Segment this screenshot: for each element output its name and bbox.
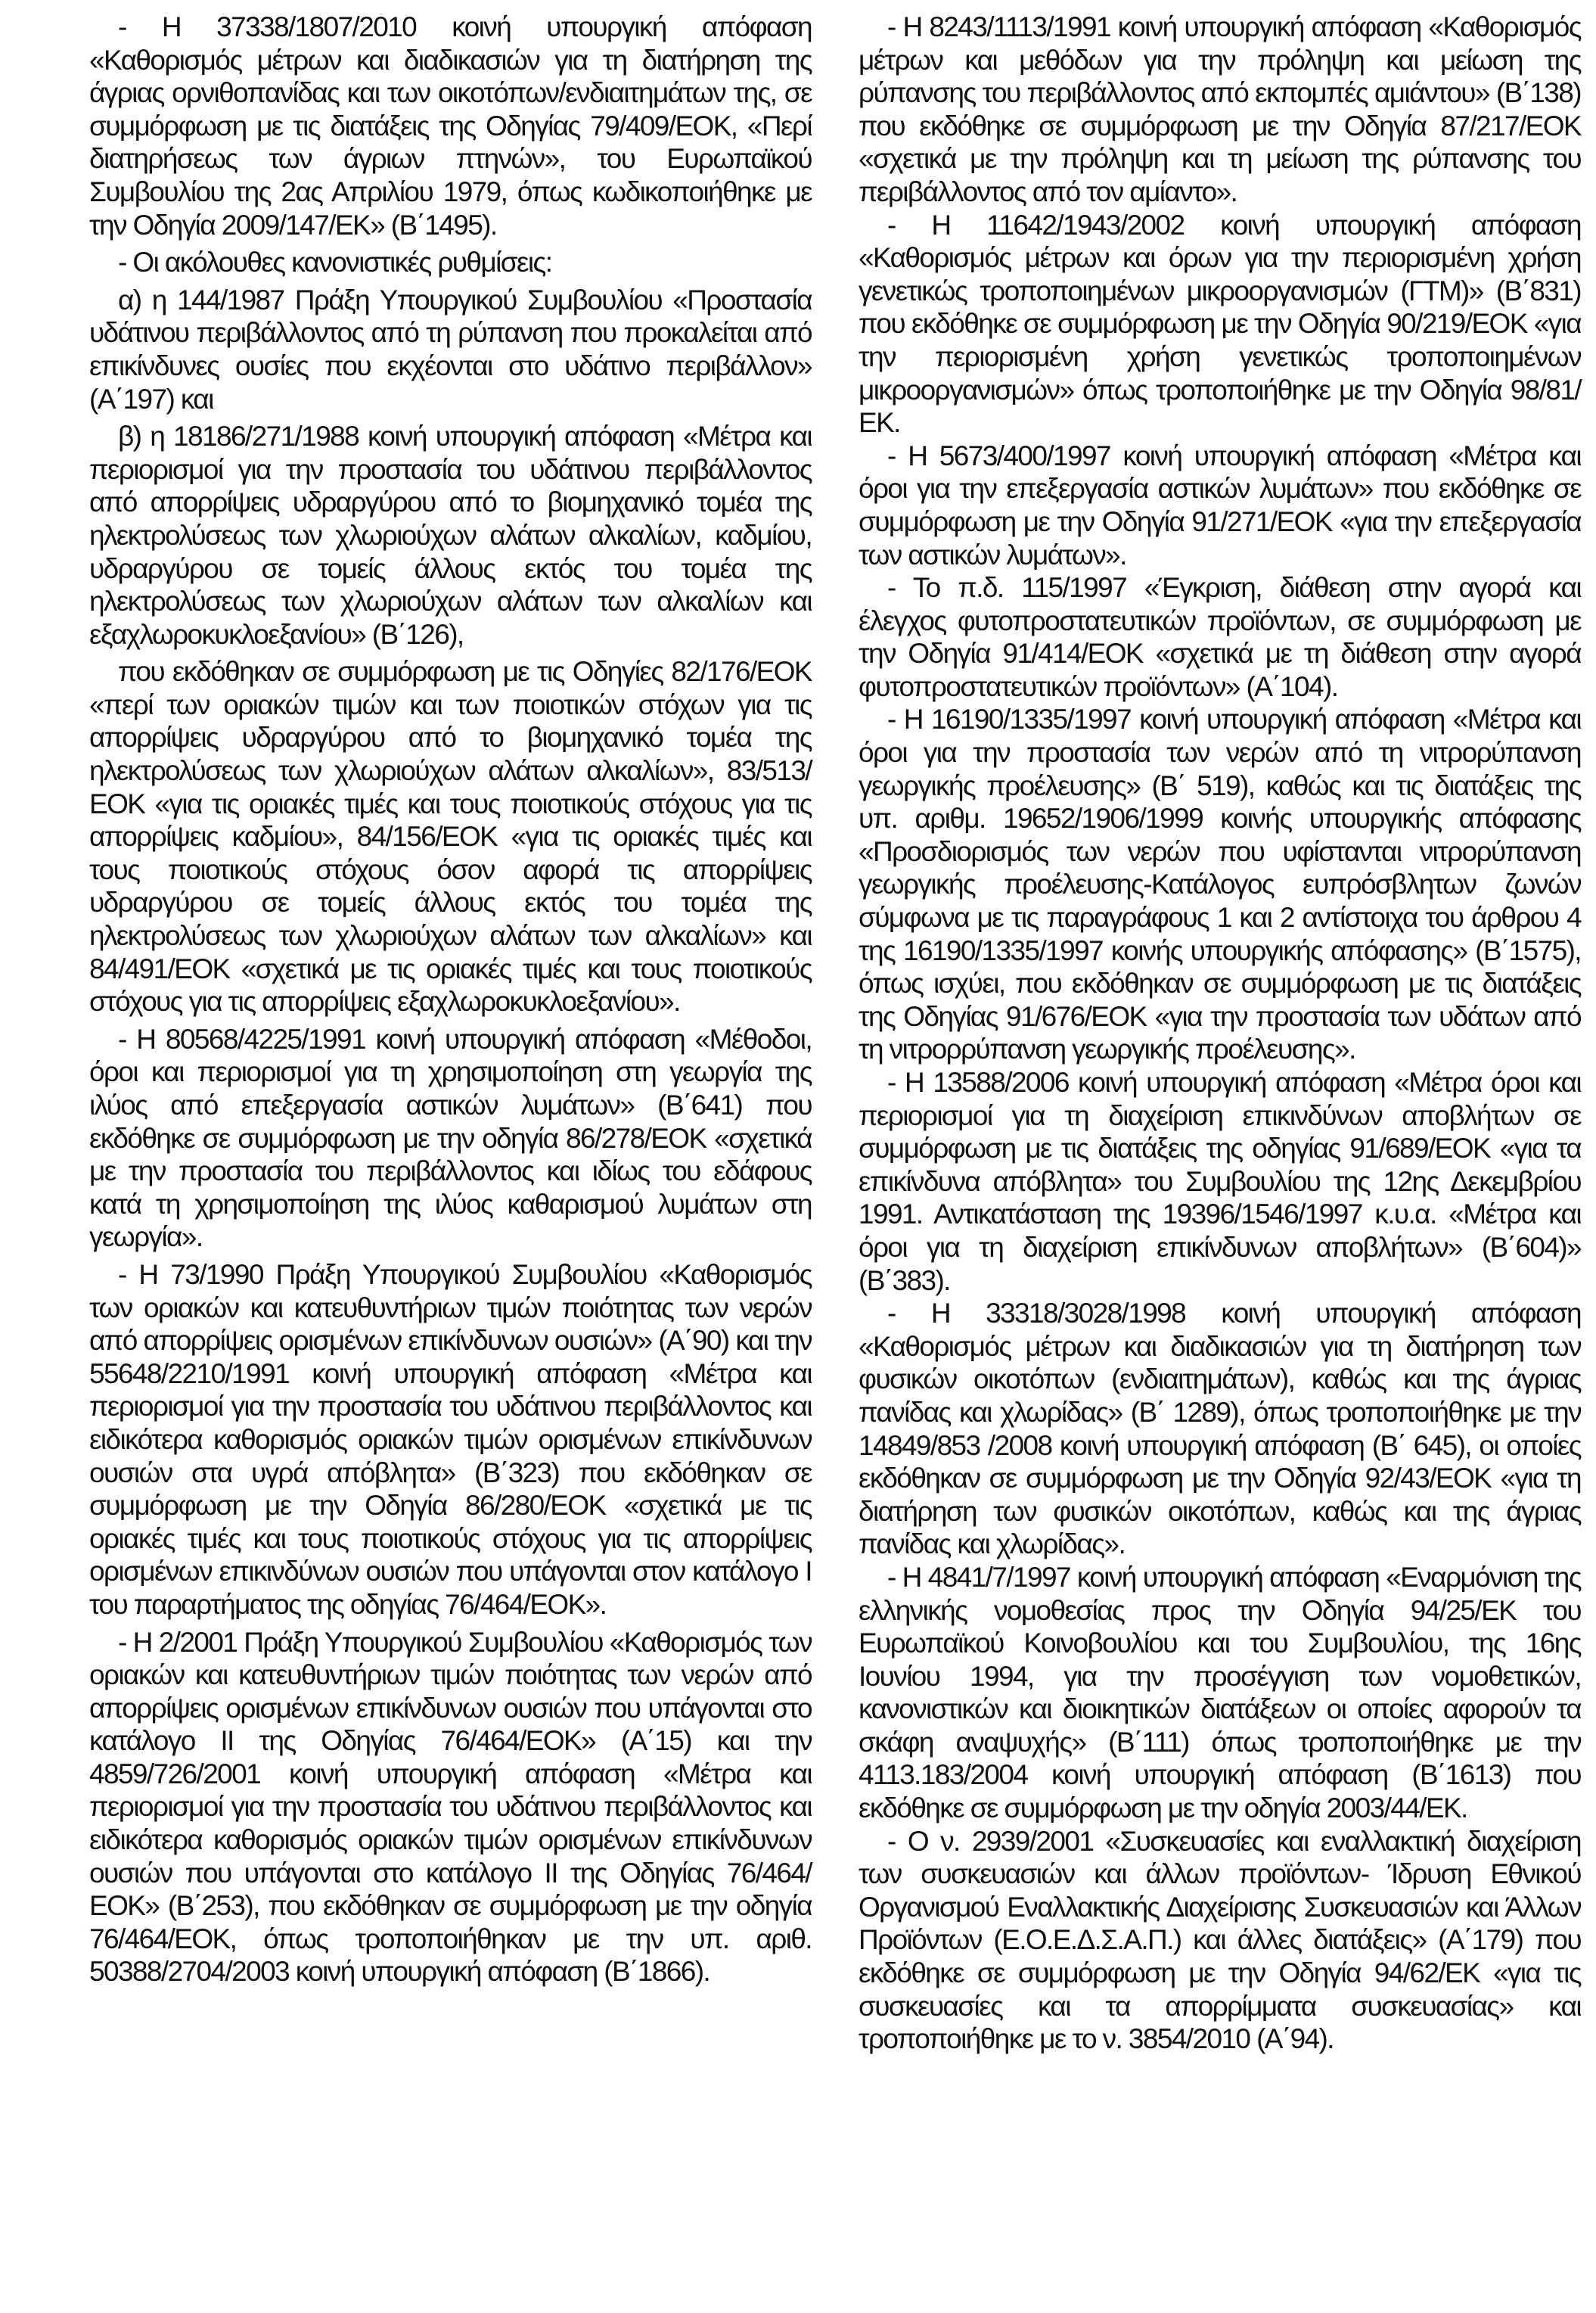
paragraph-80568-1991: - Η 80568/4225/1991 κοινή υπουργική απόφαση «Μέθοδοι, όροι και περιορισμοί για τη χρησιμοποίηση στη γεωργία της ιλύος από επεξεργασία αστικών λυμάτων» (Β΄641) που εκδόθηκε σε συμμόρφωση με την οδηγία 86/278/ΕΟΚ «σχετικά με την προστασία του περιβάλλοντος και ιδίως του εδάφους κατά τη χρησιμοποίηση της ιλύος καθαρισμού λυμάτων στη γεωργία». [89,1023,812,1253]
paragraph-alpha-144-1987: α) η 144/1987 Πράξη Υπουργικού Συμβουλίου «Προστασία υδάτινου περιβάλλοντος από τη ρύπανση που προκαλείται από επικίνδυνες ουσίες που εκχέονται στο υδάτινο περιβάλλον» (Α΄197) και [89,284,812,415]
paragraph-5673-1997: - Η 5673/400/1997 κοινή υπουργική απόφαση «Μέτρα και όροι για την επεξεργασία αστικών λυμάτων» που εκδόθηκε σε συμμόρφωση με την Οδηγία 91/271/ΕΟΚ «για την επεξεργασία των αστικών λυμάτων». [859,440,1581,570]
paragraph-33318-1998: - Η 33318/3028/1998 κοινή υπουργική απόφαση «Καθορισμός μέτρων και διαδικασιών για τη διατήρηση των φυσικών οικοτόπων (ενδιαιτημάτων), καθώς και της άγριας πανίδας και χλωρίδας» (Β΄ 1289), όπως τροποποιήθηκε με την 14849/853 /2008 κοινή υπουργική απόφαση (Β΄ 645), οι οποίες εκδόθηκαν σε συμμόρφωση με την Οδηγία 92/43/ΕΟΚ «για τη διατήρηση των φυσικών οικοτόπων, καθώς και της άγριας πανίδας και χλωρίδας». [859,1298,1581,1560]
paragraph-4841-1997: - Η 4841/7/1997 κοινή υπουργική απόφαση «Εναρμόνιση της ελληνικής νομοθεσίας προς την Οδηγία 94/25/ΕΚ του Ευρωπαϊκού Κοινοβουλίου και του Συμβουλίου, της 16ης Ιουνίου 1994, για την προσέγγιση των νομοθετικών, κανονιστικών και διοικητικών διατάξεων οι οποίες αφορούν τα σκάφη αναψυχής» (Β΄111) όπως τροποποιήθηκε με την 4113.183/2004 κοινή υπουργική απόφαση (Β΄1613) που εκδόθηκε σε συμμόρφωση με την οδηγία 2003/44/ΕΚ. [859,1561,1581,1824]
right-column [859,11,1581,2056]
paragraph-11642-2002: - Η 11642/1943/2002 κοινή υπουργική απόφαση «Καθορισμός μέτρων και όρων για την περιορισμένη χρήση γενετικώς τροποποιημένων μικροοργανισμών (ΓΤΜ)» (Β΄831) που εκδόθηκε σε συμμόρφωση με την Οδηγία 90/219/ΕΟΚ «για την περιορισμένη χρήση γενετικώς τροποποιημένων μικροοργανισμών» όπως τροποποιήθηκε με την Οδηγία 98/81/ΕΚ. [859,209,1581,439]
left-column [89,11,812,2056]
paragraph-8243-1991: - Η 8243/1113/1991 κοινή υπουργική απόφαση «Καθορισμός μέτρων και μεθόδων για την πρόληψη και μείωση της ρύπανσης του περιβάλλοντος από εκπομπές αμιάντου» (Β΄138) που εκδόθηκε σε συμμόρφωση με την Οδηγία 87/217/ΕΟΚ «σχετικά με την πρόληψη και τη μείωση της ρύπανσης του περιβάλλοντος από τον αμίαντο». [859,11,1581,207]
paragraph-16190-1997: - Η 16190/1335/1997 κοινή υπουργική απόφαση «Μέτρα και όροι για την προστασία των νερών από τη νιτρορύπανση γεωργικής προέλευσης» (Β΄ 519), καθώς και τις διατάξεις της υπ. αριθμ. 19652/1906/1999 κοινής υπουργικής απόφασης «Προσδιορισμός των νερών που υφίστανται νιτρορύπανση γεωργικής προέλευσης-Κατάλογος ευπρόσβλητων ζωνών σύμφωνα με τις παραγράφους 1 και 2 αντίστοιχα του άρθρου 4 της 16190/1335/1997 κοινής υπουργικής απόφασης» (Β΄1575), όπως ισχύει, που εκδόθηκαν σε συμμόρφωση με τις διατάξεις της Οδηγίας 91/676/ΕΟΚ «για την προστασία των υδάτων από τη νιτρορρύπανση γεωργικής προέλευσης». [859,704,1581,1065]
paragraph-pd-115-1997: - Το π.δ. 115/1997 «Έγκριση, διάθεση στην αγορά και έλεγχος φυτοπροστατευτικών προϊόντων, σε συμμόρφωση με την Οδηγία 91/414/ΕΟΚ «σχετικά με τη διάθεση στην αγορά φυτοπροστατευτικών προϊόντων» (Α΄104). [859,572,1581,702]
paragraph-regulatory-provisions-intro: - Οι ακόλουθες κανονιστικές ρυθμίσεις: [118,247,552,278]
paragraph-13588-2006: - Η 13588/2006 κοινή υπουργική απόφαση «Μέτρα όροι και περιορισμοί για τη διαχείριση επικινδύνων αποβλήτων σε συμμόρφωση με τις διατάξεις της οδηγίας 91/689/ΕΟΚ «για τα επικίνδυνα απόβλητα» του Συμβουλίου της 12ης Δεκεμβρίου 1991. Αντικατάσταση της 19396/1546/1997 κ.υ.α. «Μέτρα και όροι για τη διαχείριση επικίνδυνων αποβλήτων» (Β΄604)» (Β΄383). [859,1067,1581,1296]
paragraph-beta-18186-1988: β) η 18186/271/1988 κοινή υπουργική απόφαση «Μέτρα και περιορισμοί για την προστασία του υδάτινου περιβάλλοντος από απορρίψεις υδραργύρου από το βιομηχανικό τομέα της ηλεκτρολύσεως των χλωριούχων αλάτων αλκαλίων, καδμίου, υδραργύρου σε τομείς άλλους εκτός του τομέα της ηλεκτρολύσεως των χλωριούχων αλάτων των αλκαλίων και εξαχλωροκυκλοεξανίου» (Β΄126), [89,421,812,650]
document-page [89,11,1581,2056]
paragraph-2-2001: - Η 2/2001 Πράξη Υπουργικού Συμβουλίου «Καθορισμός των οριακών και κατευθυντήριων τιμών ποιότητας των νερών από απορρίψεις ορισμένων επικίνδυνων ουσιών που υπάγονται στο κατάλογο ΙΙ της Οδηγίας 76/464/ΕΟΚ» (Α΄15) και την 4859/726/2001 κοινή υπουργική απόφαση «Μέτρα και περιορισμοί για την προστασία του υδάτινου περιβάλλοντος και ειδικότερα καθορισμός οριακών τιμών ορισμένων επικίνδυνων ουσιών που υπάγονται στο κατάλογο ΙΙ της Οδηγίας 76/464/ΕΟΚ» (Β΄253), που εκδόθηκαν σε συμμόρφωση με την οδηγία 76/464/ΕΟΚ, όπως τροποποιήθηκαν με την υπ. αριθ. 50388/2704/2003 κοινή υπουργική απόφαση (Β΄1866). [89,1626,812,1988]
paragraph-73-1990: - Η 73/1990 Πράξη Υπουργικού Συμβουλίου «Καθορισμός των οριακών και κατευθυντήριων τιμών ποιότητας των νερών από απορρίψεις ορισμένων επικίνδυνων ουσιών» (Α΄90) και την 55648/2210/1991 κοινή υπουργική απόφαση «Μέτρα και περιορισμοί για την προστασία του υδάτινου περιβάλλοντος και ειδικότερα καθορισμός οριακών τιμών ορισμένων επικίνδυνων ουσιών στα υγρά απόβλητα» (Β΄323) που εκδόθηκαν σε συμμόρφωση με την Οδηγία 86/280/ΕΟΚ «σχετικά με τις οριακές τιμές και τους ποιοτικούς στόχους για τις απορρίψεις ορισμένων επικινδύνων ουσιών που υπάγονται στον κατάλογο Ι του παραρτήματος της οδηγίας 76/464/ΕΟΚ». [89,1258,812,1620]
paragraph-directives-compliance: που εκδόθηκαν σε συμμόρφωση με τις Οδηγίες 82/176/ΕΟΚ «περί των οριακών τιμών και των ποιοτικών στόχων για τις απορρίψεις υδραργύρου από το βιομηχανικό τομέα της ηλεκτρολύσεως των χλωριούχων αλάτων αλκαλίων», 83/513/ΕΟΚ «για τις οριακές τιμές και τους ποιοτικούς στόχους για τις απορρίψεις καδμίου», 84/156/ΕΟΚ «για τις οριακές τιμές και τους ποιοτικούς στόχους όσον αφορά τις απορρίψεις υδραργύρου σε τομείς άλλους εκτός του τομέα της ηλεκτρολύσεως των χλωριούχων αλάτων των αλκαλίων» και 84/491/ΕΟΚ «σχετικά με τις οριακές τιμές και τους ποιοτικούς στόχους για τις απορρίψεις εξαχλωροκυκλοεξανίου». [89,656,812,1018]
paragraph-37338-2010: - Η 37338/1807/2010 κοινή υπουργική απόφαση «Καθορισμός μέτρων και διαδικασιών για τη διατήρηση της άγριας ορνιθοπανίδας και των οικοτόπων/ενδιαιτημάτων της, σε συμμόρφωση με τις διατάξεις της Οδηγίας 79/409/ΕΟΚ, «Περί διατηρήσεως των άγριων πτηνών», του Ευρωπαϊκού Συμβουλίου της 2ας Απριλίου 1979, όπως κωδικοποιήθηκε με την Οδηγία 2009/147/ΕΚ» (Β΄1495). [89,11,812,241]
paragraph-law-2939-2001: - Ο ν. 2939/2001 «Συσκευασίες και εναλλακτική διαχείριση των συσκευασιών και άλλων προϊόντων- Ίδρυση Εθνικού Οργανισμού Εναλλακτικής Διαχείρισης Συσκευασιών και Άλλων Προϊόντων (Ε.Ο.Ε.Δ.Σ.Α.Π.) και άλλες διατάξεις» (Α΄179) που εκδόθηκε σε συμμόρφωση με την Οδηγία 94/62/ΕΚ «για τις συσκευασίες και τα απορρίμματα συσκευασίας» και τροποποιήθηκε με το ν. 3854/2010 (Α΄94). [859,1825,1581,2055]
